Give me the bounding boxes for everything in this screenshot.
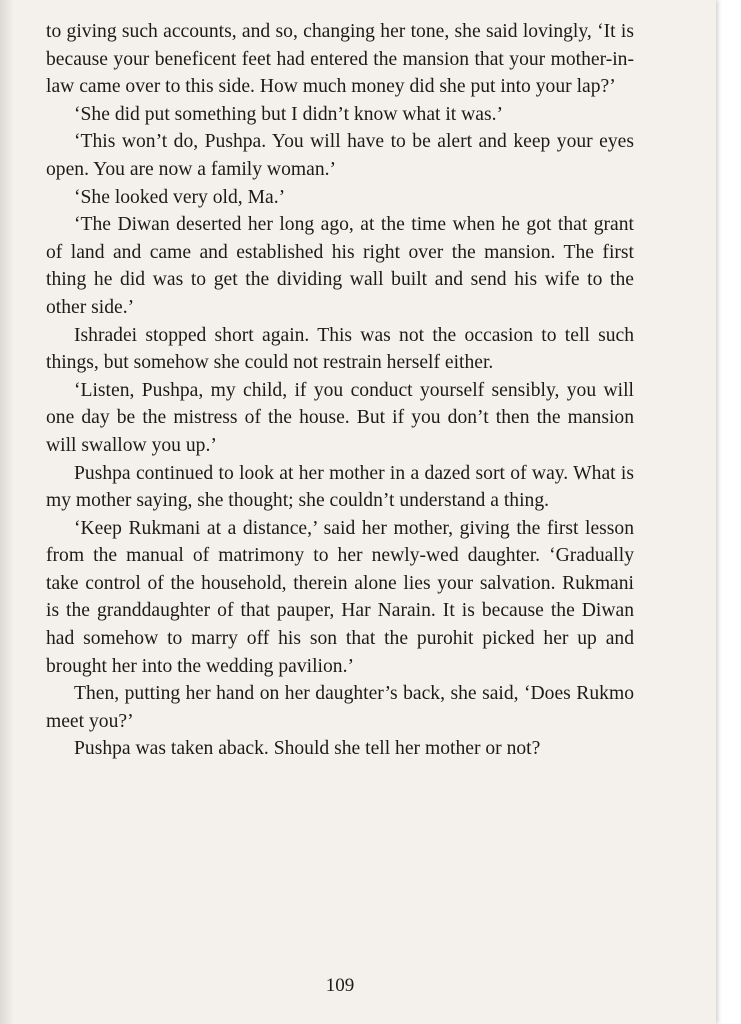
body-text bbox=[46, 18, 634, 763]
page-gutter-shadow bbox=[0, 0, 14, 1024]
paragraph-11: Pushpa was taken aback. Should she tell her mother or not? bbox=[74, 738, 541, 760]
paragraph-8: Pushpa continued to look at her mother in a dazed sort of way. What is my mother saying, she thought; she couldn’t understand a thing. bbox=[46, 462, 634, 512]
paragraph-3: ‘This won’t do, Pushpa. You will have to be alert and keep your eyes open. You are now a family woman.’ bbox=[46, 131, 634, 180]
paragraph-6: Ishradei stopped short again. This was not the occasion to tell such things, but somehow she could not restrain herself either. bbox=[46, 324, 634, 374]
paragraph-9: ‘Keep Rukmani at a distance,’ said her mother, giving the first lesson from the manual of matrimony to her newly-wed daughter. ‘Gradually take control of the household, therein alone lies your salvation. Rukmani is the granddaughter of that pauper, Har Narain. It is because the Diwan had somehow to marry off his son that the purohit picked her up and brought her into the wedding pavilion.’ bbox=[46, 517, 634, 677]
paragraph-1: to giving such accounts, and so, changing her tone, she said lovingly, ‘It is because your beneficent feet had entered the mansion that your mother-in-law came over to this side. How much money did she put into your lap?’ bbox=[46, 21, 634, 98]
paragraph-10: Then, putting her hand on her daughter’s back, she said, ‘Does Rukmo meet you?’ bbox=[46, 683, 634, 732]
page-number: 109 bbox=[325, 975, 355, 996]
paragraph-4: ‘She looked very old, Ma.’ bbox=[74, 186, 286, 208]
paragraph-5: ‘The Diwan deserted her long ago, at the time when he got that grant of land and came and established his right over the mansion. The first thing he did was to get the dividing wall built and send his wife to the other side.’ bbox=[46, 214, 634, 318]
paragraph-2: ‘She did put something but I didn’t know what it was.’ bbox=[74, 103, 504, 125]
paragraph-7: ‘Listen, Pushpa, my child, if you conduct yourself sensibly, you will one day be the mistress of the house. But if you don’t then the mansion will swallow you up.’ bbox=[46, 379, 634, 456]
